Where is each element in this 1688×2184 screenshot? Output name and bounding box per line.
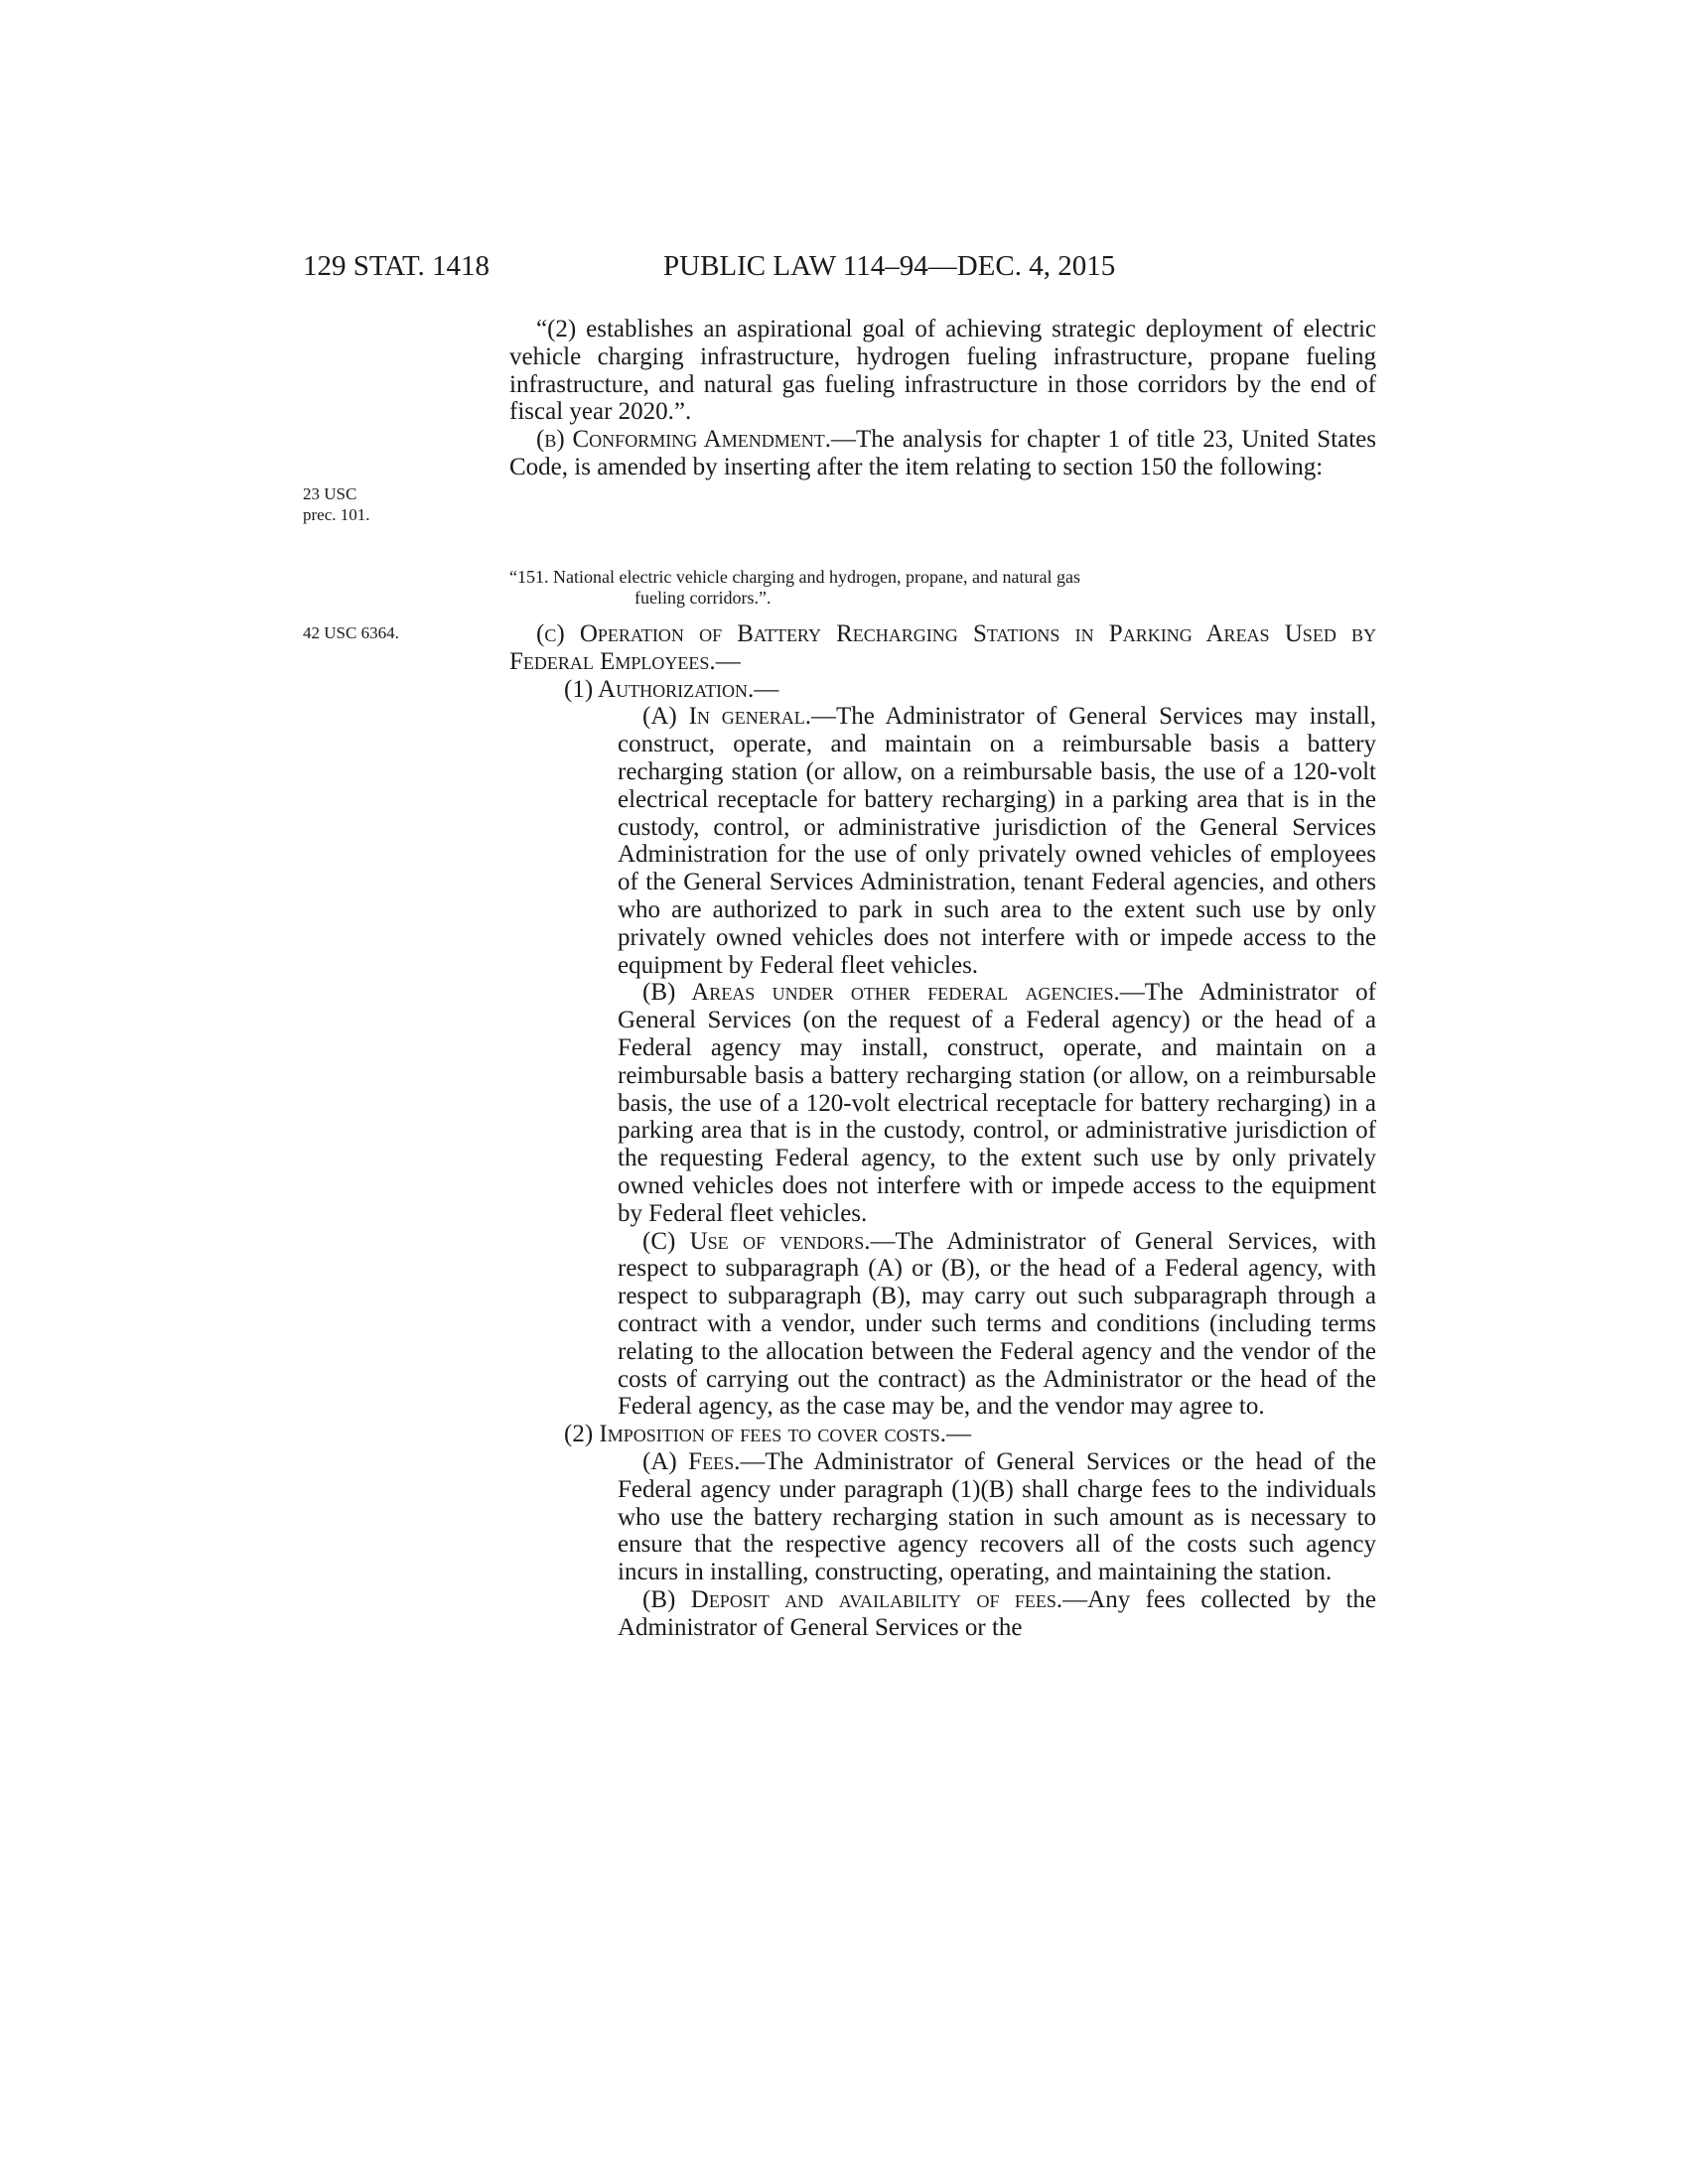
public-law-title: PUBLIC LAW 114–94—DEC. 4, 2015 — [663, 250, 1116, 282]
paragraph-2-text: “(2) establishes an aspirational goal of achieving strategic deployment of electric vehicle charging infrastructure, hydrogen fueling infrastructure, propane fueling infrastructure, and natural gas fueling infrastructure in those corridors by the end of fiscal year 2020.”. — [509, 316, 1376, 426]
subparagraph-2A-text: —The Administrator of General Services or the head of the Federal agency under paragraph (1)(B) shall charge fees to the individuals who use the battery recharging station in such amount as is necessary to ensure that the respective agency recovers all of the costs such agency incurs in installing, constructing, operating, and maintaining the station. — [618, 1447, 1376, 1586]
paragraph-2-dash: — — [945, 1421, 971, 1448]
subparagraph-1B — [509, 979, 1376, 1227]
subsection-b-text: —The analysis for chapter 1 of title 23, United States Code, is amended by inserting after the item relating to section 150 the following: — [509, 426, 1376, 480]
page-header — [0, 250, 1688, 290]
text-block-lower — [509, 620, 1376, 1641]
text-block-upper — [509, 316, 1376, 481]
section-151-line2: fueling corridors.”. — [634, 588, 772, 608]
table-of-sections-item — [509, 567, 1376, 609]
subparagraph-1C-heading: (C) Use of vendors. — [642, 1227, 871, 1255]
section-151-line1: “151. National electric vehicle charging and hydrogen, propane, and natural gas — [509, 567, 1080, 587]
subparagraph-2B — [509, 1586, 1376, 1642]
subparagraph-1A-heading: (A) In general. — [642, 703, 812, 731]
paragraph-1 — [509, 676, 1376, 704]
subparagraph-1A — [509, 703, 1376, 979]
stat-page-number: 129 STAT. 1418 — [303, 250, 491, 282]
subsection-b-heading: (b) Conforming Amendment. — [536, 426, 831, 454]
subparagraph-1A-text: —The Administrator of General Services may install, construct, operate, and maintain on a reimbursable basis a battery recharging station (or allow, on a reimbursable basis, the use of a 120-volt electrical receptacle for battery recharging) in a parking area that is in the custody, control, or administrative jurisdiction of the General Services Administration for the use of only privately owned vehicles of employees of the General Services Administration, tenant Federal agencies, and others who are authorized to park in such area to the extent such use by only privately owned vehicles does not interfere with or impede access to the equipment by Federal fleet vehicles. — [618, 703, 1376, 979]
margin-note-42-usc: 42 USC 6364. — [303, 623, 399, 642]
subsection-c-dash: — — [715, 647, 741, 675]
paragraph-1-dash: — — [754, 675, 779, 703]
paragraph-2 — [509, 1421, 1376, 1448]
subparagraph-2B-text: —Any fees collected by the Administrator of General Services or the — [618, 1585, 1376, 1641]
subsection-b — [509, 426, 1376, 481]
subparagraph-2A — [509, 1448, 1376, 1586]
subsection-c — [509, 620, 1376, 676]
margin-note-line: 23 USC — [303, 484, 357, 503]
subparagraph-1B-text: —The Administrator of General Services (on the request of a Federal agency) or the head of a Federal agency may install, construct, operate, and maintain on a reimbursable basis a battery recharging station (or allow, on a reimbursable basis, the use of a 120-volt electrical receptacle for battery recharging) in a parking area that is in the custody, control, or administrative jurisdiction of the requesting Federal agency, to the extent such use by only privately owned vehicles does not interfere with or impede access to the equipment by Federal fleet vehicles. — [618, 979, 1376, 1227]
subparagraph-1B-heading: (B) Areas under other federal agencies. — [642, 979, 1120, 1007]
paragraph-1-heading: (1) Authorization. — [564, 675, 755, 703]
subparagraph-2A-heading: (A) Fees. — [642, 1447, 741, 1475]
subsection-c-heading: (c) Operation of Battery Recharging Stations in Parking Areas Used by Federal Employees. — [509, 620, 1376, 675]
subparagraph-1C — [509, 1228, 1376, 1422]
margin-note-23-usc — [303, 483, 472, 525]
margin-note-line: prec. 101. — [303, 505, 370, 524]
subparagraph-2B-heading: (B) Deposit and availability of fees. — [642, 1585, 1063, 1613]
subparagraph-1C-text: —The Administrator of General Services, with respect to subparagraph (A) or (B), or the head of a Federal agency, with respect to subparagraph (B), may carry out such subparagraph through a contract with a vendor, under such terms and conditions (including terms relating to the allocation between the Federal agency and the vendor of the costs of carrying out the contract) as the Administrator or the head of the Federal agency, as the case may be, and the vendor may agree to. — [618, 1227, 1377, 1421]
paragraph-2-heading: (2) Imposition of fees to cover costs. — [564, 1421, 946, 1448]
